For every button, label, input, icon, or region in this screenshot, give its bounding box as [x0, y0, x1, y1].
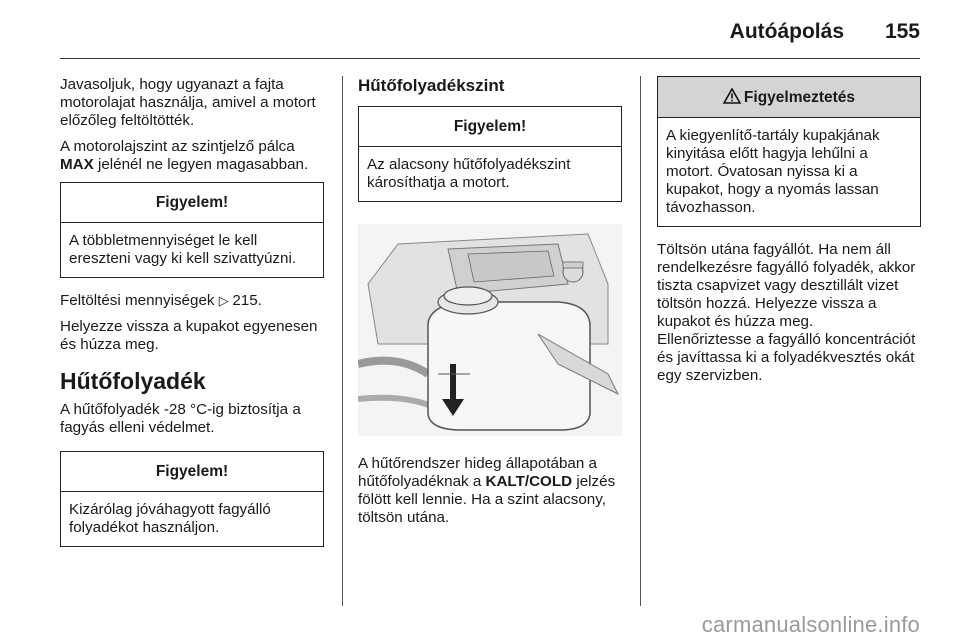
warning-box [657, 76, 921, 227]
column-3 [657, 76, 921, 393]
page-ref-arrow-icon: ▷ [218, 293, 233, 308]
bold-term: KALT/COLD [485, 473, 573, 490]
notice-box [60, 451, 324, 547]
warning-triangle-icon [723, 88, 741, 104]
text: jelénél ne legyen magasabban. [93, 156, 309, 173]
column-2 [358, 76, 622, 535]
paragraph: Javasoljuk, hogy ugyanazt a fajta motorolajat használja, amivel a motort előzőleg feltöltötték. [60, 76, 316, 129]
paragraph: A hűtőfolyadék -28 °C-ig biztosítja a fagyás elleni védelmet. [60, 401, 301, 436]
column-divider-1 [342, 76, 343, 606]
notice-body: A többletmennyiséget le kell ereszteni vagy ki kell szivattyúzni. [69, 232, 297, 267]
text: A motorolajszint az szintjelző pálca [60, 138, 295, 155]
page-ref-link[interactable]: 215. [232, 292, 262, 309]
notice-box [60, 182, 324, 278]
page-title: Autóápolás [729, 20, 844, 43]
coolant-reservoir-illustration [358, 224, 622, 436]
notice-title: Figyelem! [359, 107, 621, 147]
column-divider-2 [640, 76, 641, 606]
notice-body: Kizárólag jóváhagyott fagyálló folyadékot használjon. [69, 501, 271, 536]
page-number: 155 [884, 20, 920, 43]
paragraph [60, 292, 324, 310]
warning-title-text: Figyelmeztetés [743, 89, 856, 106]
text: jelzés fölött kell lennie. Ha a szint alacsony, töltsön utána. [358, 473, 616, 526]
notice-box [358, 106, 622, 202]
paragraph: Ellenőriztesse a fagyálló koncentrációt és javíttassa ki a folyadékvesztés okát egy szervizben. [657, 331, 916, 384]
text: A hűtőrendszer hideg állapotában a hűtőfolyadéknak a [358, 455, 597, 490]
paragraph: Töltsön utána fagyállót. Ha nem áll rendelkezésre fagyálló folyadék, akkor tiszta csapvizet vagy desztillált vizet töltsön hozzá. Helyezze vissza a kupakot és húzza meg. [657, 241, 916, 330]
illustration-caption [358, 455, 622, 527]
page-header [60, 14, 920, 48]
paragraph [60, 138, 324, 174]
warning-body: A kiegyenlítő-tartály kupakjának kinyitása előtt hagyja lehűlni a motort. Óvatosan nyissa ki a kupakot, hogy a nyomás lassan távozhasson. [666, 127, 880, 216]
notice-title: Figyelem! [61, 183, 323, 223]
column-1 [60, 76, 324, 561]
paragraph: Helyezze vissza a kupakot egyenesen és húzza meg. [60, 318, 318, 353]
notice-title: Figyelem! [61, 452, 323, 492]
warning-title [658, 77, 920, 118]
subsection-heading: Hűtőfolyadékszint [358, 76, 505, 95]
notice-body: Az alacsony hűtőfolyadékszint károsíthatja a motort. [367, 156, 571, 191]
watermark: carmanualsonline.info [701, 612, 920, 637]
section-heading: Hűtőfolyadék [60, 368, 206, 394]
bold-term: MAX [60, 156, 94, 173]
header-rule [60, 58, 920, 59]
text: Feltöltési mennyiségek [60, 292, 219, 309]
